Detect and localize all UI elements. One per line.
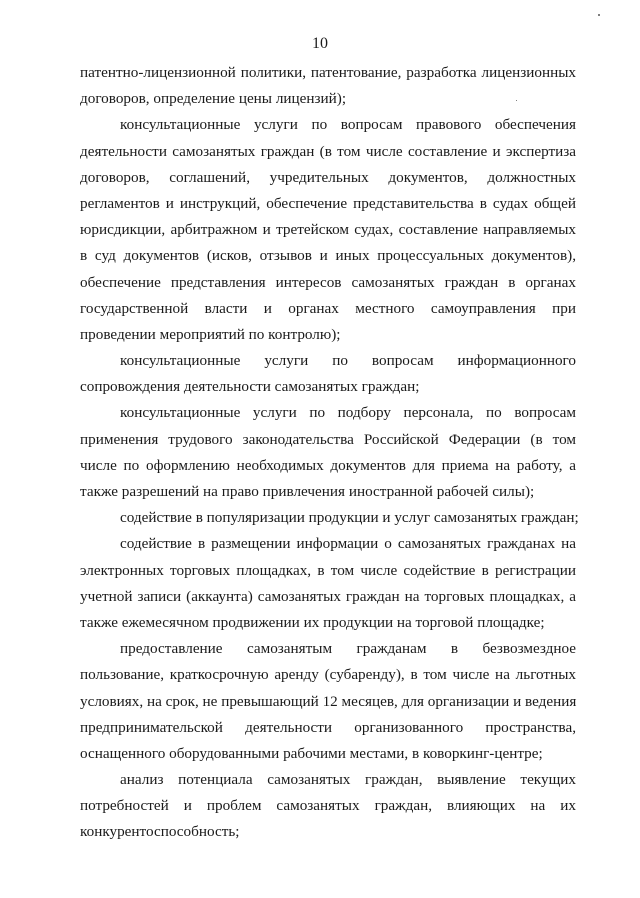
text-line: оснащенного оборудованными рабочими местами, в коворкинг-центре; — [80, 744, 543, 762]
text-line: содействие в популяризации продукции и услуг самозанятых граждан; — [120, 509, 579, 527]
text-line: в суд документов (исков, отзывов и иных процессуальных документов), — [80, 247, 576, 265]
text-line: обеспечение представления интересов самозанятых граждан в органах — [80, 273, 576, 291]
paragraph — [80, 60, 576, 112]
text-line: потребностей и проблем самозанятых граждан, влияющих на их — [80, 797, 576, 815]
text-line: учетной записи (аккаунта) самозанятых граждан на торговых площадках, а — [80, 587, 576, 605]
paragraph — [80, 400, 576, 505]
text-line: предоставление самозанятым гражданам в безвозмездное — [120, 640, 576, 658]
text-line: патентно-лицензионной политики, патентование, разработка лицензионных — [80, 64, 576, 81]
document-body — [80, 60, 579, 846]
paragraph — [80, 112, 576, 348]
text-line: консультационные услуги по вопросам правового обеспечения — [120, 116, 576, 134]
text-line: пользование, краткосрочную аренду (субаренду), в том числе на льготных — [80, 666, 576, 684]
text-line: электронных торговых площадках, в том числе содействие в регистрации — [80, 561, 576, 579]
text-line: также разрешений на право привлечения иностранной рабочей силы); — [80, 483, 535, 500]
text-line: проведении мероприятий по контролю); — [80, 325, 341, 343]
paragraph — [80, 505, 579, 531]
scan-speck — [598, 14, 600, 16]
paragraph — [80, 636, 576, 767]
text-line: применения трудового законодательства Российской Федерации (в том — [80, 430, 576, 448]
text-line: регламентов и инструкций, обеспечение представительства в судах общей — [80, 194, 576, 212]
text-line: юрисдикции, арбитражном и третейском судах, составление направляемых — [80, 221, 576, 239]
paragraph — [80, 531, 576, 636]
text-line: деятельности самозанятых граждан (в том числе составление и экспертиза — [80, 142, 576, 160]
text-line: договоров, соглашений, учредительных документов, должностных — [80, 168, 576, 186]
paragraph — [80, 348, 576, 400]
text-line: договоров, определение цены лицензий); — [80, 90, 347, 108]
text-line: также ежемесячном продвижении их продукции на торговой площадке; — [80, 613, 545, 631]
text-line: консультационные услуги по подбору персонала, по вопросам — [120, 404, 576, 422]
text-line: консультационные услуги по вопросам информационного — [120, 352, 576, 370]
paragraph — [80, 767, 576, 846]
text-line: содействие в размещении информации о самозанятых гражданах на — [120, 535, 576, 553]
text-line: числе по оформлению необходимых документов для приема на работу, а — [80, 456, 576, 474]
text-line: государственной власти и органах местного самоуправления при — [80, 299, 576, 317]
text-line: конкурентоспособность; — [80, 823, 240, 841]
page-number: 10 — [312, 35, 328, 52]
text-line: предпринимательской деятельности организованного пространства, — [80, 718, 576, 736]
text-line: анализ потенциала самозанятых граждан, выявление текущих — [120, 771, 576, 789]
text-line: сопровождения деятельности самозанятых граждан; — [80, 378, 420, 396]
text-line: условиях, на срок, не превышающий 12 месяцев, для организации и ведения — [80, 692, 577, 710]
